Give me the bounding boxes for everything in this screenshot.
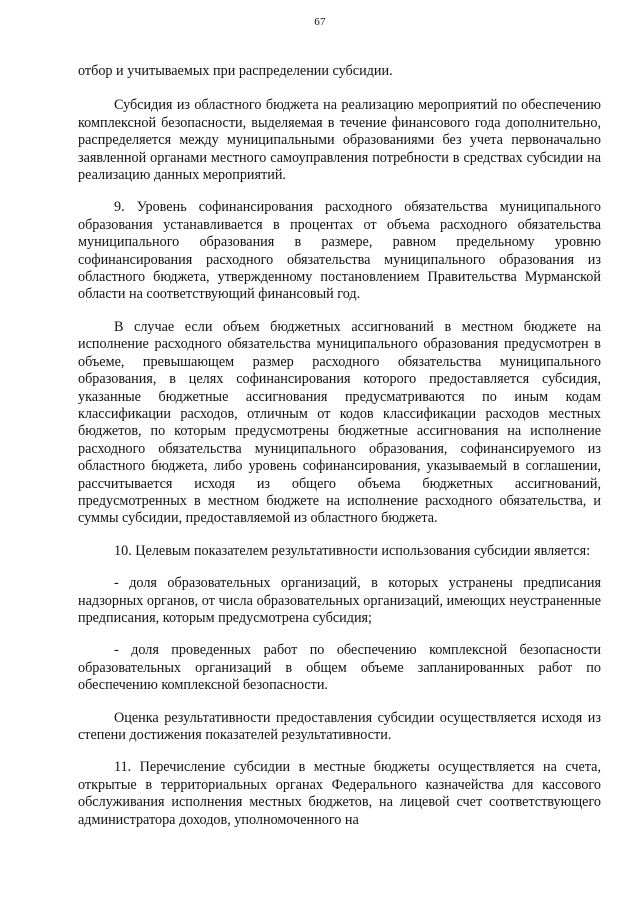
paragraph-item-11: 11. Перечисление субсидии в местные бюджеты осуществляется на счета, открытые в территориальных органах Федерального казначейства для кассового обслуживания исполнения местных бюджетов, на лицевой счет соответствующего администратора доходов, уполномоченного на [78,759,601,828]
paragraph-budget-allocations: В случае если объем бюджетных ассигнований в местном бюджете на исполнение расходного обязательства муниципального образования предусмотрен в объеме, превышающем размер расходного обязательства муниципального образования, в целях софинансирования которого предоставляется субсидия, указанные бюджетные ассигнования предусматриваются по иным кодам классификации расходов, отличным от кодов классификации расходов местных бюджетов, по которым предусмотрены бюджетные ассигнования на исполнение расходного обязательства муниципального образования, софинансируемого из областного бюджета, либо уровень софинансирования, указываемый в соглашении, рассчитывается исходя из общего объема бюджетных ассигнований, предусмотренных в местном бюджете на исполнение расходного обязательства, и суммы субсидии, предоставляемой из областного бюджета. [78,318,601,527]
paragraph-subsidy-distribution: Субсидия из областного бюджета на реализацию мероприятий по обеспечению комплексной безопасности, выделяемая в течение финансового года дополнительно, распределяется между муниципальными образованиями без учета первоначально заявленной органами местного самоуправления потребности в средствах субсидии на реализацию данных мероприятий. [78,97,601,184]
paragraph-item-10: 10. Целевым показателем результативности использования субсидии является: [114,542,591,559]
page-number: 67 [314,16,326,28]
paragraph-assessment: Оценка результативности предоставления субсидии осуществляется исходя из степени достижения показателей результативности. [78,709,601,743]
paragraph-continuation: отбор и учитываемых при распределении субсидии. [78,63,393,79]
paragraph-item-9: 9. Уровень софинансирования расходного обязательства муниципального образования устанавливается в процентах от объема расходного обязательства муниципального образования в размере, равном предельному уровню софинансирования расходного обязательства муниципального образования из областного бюджета, утвержденному постановлением Правительства Мурманской области на соответствующий финансовый год. [78,199,601,303]
paragraph-indicator-2: - доля проведенных работ по обеспечению комплексной безопасности образовательных организаций в общем объеме запланированных работ по обеспечению комплексной безопасности. [78,642,601,694]
document-body [78,63,601,829]
paragraph-indicator-1: - доля образовательных организаций, в которых устранены предписания надзорных органов, от числа образовательных организаций, имеющих неустраненные предписания, которым предусмотрена субсидия; [78,575,601,626]
